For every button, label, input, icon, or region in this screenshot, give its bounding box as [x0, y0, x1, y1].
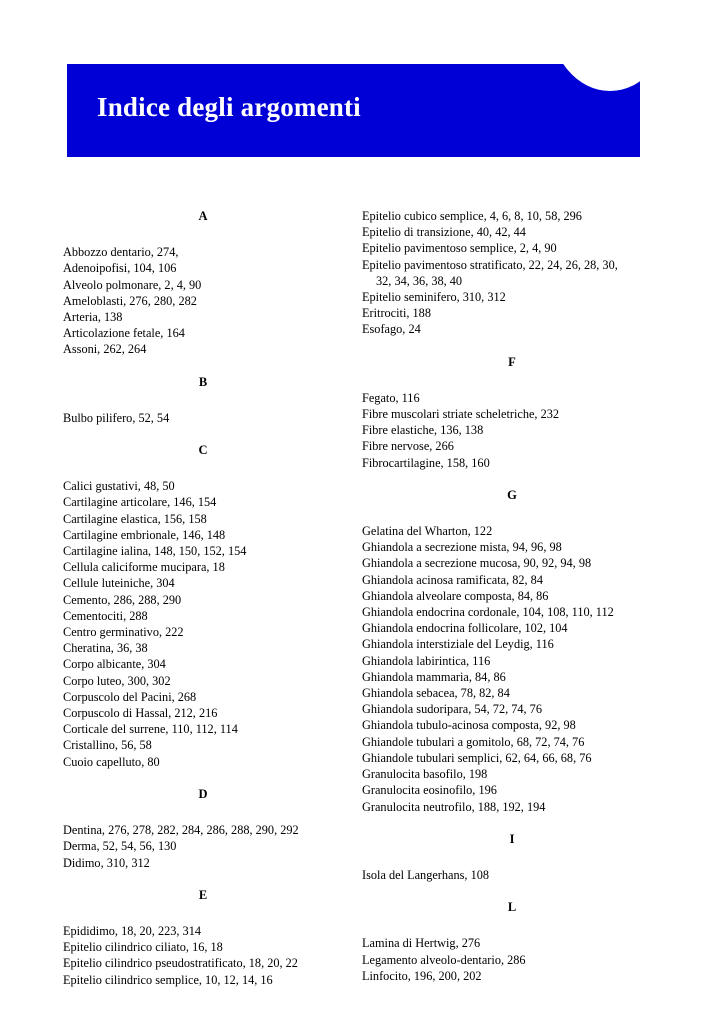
header-banner	[67, 64, 640, 157]
section-letter: E	[198, 887, 208, 902]
index-entry: Ghiandola a secrezione mista, 94, 96, 98	[362, 540, 562, 555]
index-entry: Ghiandola mammaria, 84, 86	[362, 669, 506, 684]
index-entry: Fibrocartilagine, 158, 160	[362, 455, 490, 470]
index-entry: Granulocita eosinofilo, 196	[362, 783, 497, 798]
index-entry: Cartilagine embrionale, 146, 148	[63, 527, 226, 542]
section-letter: D	[198, 786, 208, 801]
index-entry: Cemento, 286, 288, 290	[63, 592, 182, 607]
index-entry: Epitelio pavimentoso stratificato, 22, 24, 26, 28, 30,	[362, 257, 618, 272]
index-entry: Epitelio di transizione, 40, 42, 44	[362, 225, 526, 240]
index-entry: Esofago, 24	[362, 322, 421, 337]
index-entry: Ghiandole tubulari a gomitolo, 68, 72, 74, 76	[362, 734, 585, 749]
index-entry: Gelatina del Wharton, 122	[362, 524, 493, 539]
index-entry: Cristallino, 56, 58	[63, 738, 152, 753]
index-entry: Cuoio capelluto, 80	[63, 754, 160, 769]
index-entry: Cartilagine ialina, 148, 150, 152, 154	[63, 544, 247, 559]
index-entry: Ghiandola tubulo-acinosa composta, 92, 98	[362, 718, 576, 733]
index-entry: Corticale del surrene, 110, 112, 114	[63, 722, 238, 737]
index-entry: Ghiandola endocrina follicolare, 102, 104	[362, 621, 568, 636]
index-column-right	[362, 208, 662, 984]
index-entry: Fibre muscolari striate scheletriche, 232	[362, 407, 560, 422]
index-entry: Fegato, 116	[362, 390, 420, 405]
index-entry: Fibre nervose, 266	[362, 439, 454, 454]
index-entry: Ghiandola alveolare composta, 84, 86	[362, 588, 549, 603]
index-entry: Ameloblasti, 276, 280, 282	[63, 293, 197, 308]
index-entry: Legamento alveolo-dentario, 286	[362, 952, 526, 967]
section-gap	[63, 770, 343, 786]
index-entry: Derma, 52, 54, 56, 130	[63, 839, 177, 854]
section-gap	[362, 815, 662, 831]
index-entry: Cheratina, 36, 38	[63, 641, 148, 656]
index-entry: Abbozzo dentario, 274,	[63, 245, 179, 260]
index-entry: Epitelio cilindrico semplice, 10, 12, 14, 16	[63, 972, 273, 987]
index-entry: Cementociti, 288	[63, 608, 148, 623]
section-letter: F	[508, 354, 516, 369]
page-title: Indice degli argomenti	[97, 92, 361, 122]
index-entry: Ghiandola interstiziale del Leydig, 116	[362, 637, 554, 652]
index-entry: Adenoipofisi, 104, 106	[63, 261, 177, 276]
index-entry: Ghiandola sebacea, 78, 82, 84	[362, 686, 510, 701]
index-entry: Fibre elastiche, 136, 138	[362, 423, 484, 438]
index-entry: Centro germinativo, 222	[63, 625, 184, 640]
section-letter: I	[509, 831, 515, 846]
index-entry: Ghiandola sudoripara, 54, 72, 74, 76	[362, 702, 542, 717]
index-entry: Ghiandola a secrezione mucosa, 90, 92, 94, 98	[362, 556, 592, 571]
index-entry: Lamina di Hertwig, 276	[362, 936, 481, 951]
index-entry: Epitelio cilindrico pseudostratificato, 18, 20, 22	[63, 956, 298, 971]
section-letter: L	[507, 900, 517, 915]
index-entry: Calici gustativi, 48, 50	[63, 479, 175, 494]
index-entry: Cellula caliciforme mucipara, 18	[63, 560, 225, 575]
index-entry: Cartilagine articolare, 146, 154	[63, 495, 217, 510]
index-entry: Cellule luteiniche, 304	[63, 576, 175, 591]
section-gap	[362, 471, 662, 487]
index-entry: Granulocita neutrofilo, 188, 192, 194	[362, 799, 546, 814]
index-entry: Ghiandole tubulari semplici, 62, 64, 66, 68, 76	[362, 750, 592, 765]
section-gap	[362, 338, 662, 354]
index-entry: Linfocito, 196, 200, 202	[362, 968, 482, 983]
section-letter: G	[507, 487, 517, 502]
index-entry: Corpuscolo di Hassal, 212, 216	[63, 706, 218, 721]
index-entry: Isola del Langerhans, 108	[362, 867, 490, 882]
index-entry: Epitelio cubico semplice, 4, 6, 8, 10, 58, 296	[362, 209, 582, 223]
index-entry: Ghiandola acinosa ramificata, 82, 84	[362, 572, 543, 587]
index-entry: Epitelio pavimentoso semplice, 2, 4, 90	[362, 241, 557, 256]
index-column-left	[63, 208, 343, 988]
index-entry: Dentina, 276, 278, 282, 284, 286, 288, 290, 292	[63, 823, 299, 838]
index-entry: Granulocita basofilo, 198	[362, 767, 488, 782]
index-entry: 32, 34, 36, 38, 40	[376, 273, 463, 288]
index-entry: Bulbo pilifero, 52, 54	[63, 410, 170, 425]
section-letter: C	[198, 443, 208, 458]
index-entry: Ghiandola endocrina cordonale, 104, 108, 110, 112	[362, 605, 614, 620]
section-letter: B	[198, 374, 208, 389]
index-entry: Arteria, 138	[63, 310, 123, 325]
index-entry: Alveolo polmonare, 2, 4, 90	[63, 277, 202, 292]
index-entry: Corpo albicante, 304	[63, 657, 166, 672]
index-entry: Articolazione fetale, 164	[63, 326, 185, 341]
index-entry: Assoni, 262, 264	[63, 342, 147, 357]
index-entry: Didimo, 310, 312	[63, 855, 150, 870]
index-entry: Ghiandola labirintica, 116	[362, 653, 491, 668]
section-gap	[63, 358, 343, 374]
section-gap	[362, 883, 662, 899]
index-entry: Epitelio cilindrico ciliato, 16, 18	[63, 940, 223, 955]
section-letter: A	[198, 209, 208, 223]
section-gap	[63, 426, 343, 442]
index-entry: Epididimo, 18, 20, 223, 314	[63, 923, 201, 938]
index-entry: Corpo luteo, 300, 302	[63, 673, 171, 688]
index-entry: Cartilagine elastica, 156, 158	[63, 511, 207, 526]
index-entry: Corpuscolo del Pacini, 268	[63, 689, 197, 704]
index-entry: Eritrociti, 188	[362, 306, 431, 321]
section-gap	[63, 871, 343, 887]
index-entry: Epitelio seminifero, 310, 312	[362, 290, 506, 305]
banner-notch	[550, 64, 640, 91]
